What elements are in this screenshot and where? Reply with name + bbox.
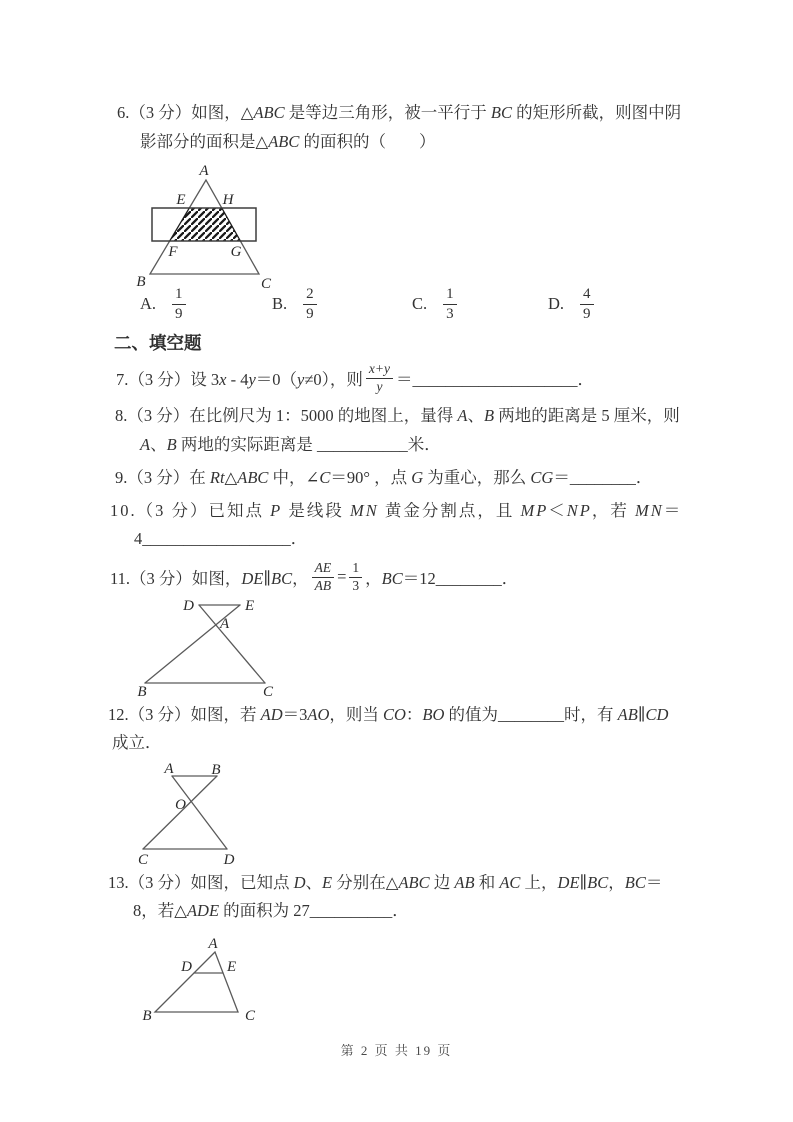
q10-text-line-1: 10.（3 分）已知点 P 是线段 MN 黄金分割点，且 MP＜NP，若 MN＝ [110,501,683,520]
option-d [548,283,597,325]
q11-fraction-one-third: $\frac{1}{3}$ [349,561,362,593]
triangle-abc-outline [155,952,238,1012]
q13-text-line-1: 13.（3 分）如图，已知点 D、E 分别在△ABC 边 AB 和 AC 上，DE∥BC，BC＝ [108,873,663,892]
vertex-label-d: D [223,852,235,868]
figure-q11-bowtie-triangles [135,595,280,705]
vertex-label-d: D [183,598,194,614]
vertex-label-c: C [262,684,274,700]
option-b [272,283,320,325]
vertex-label-a: A [208,938,218,952]
option-c-label: C. [412,294,428,313]
q7-text-pre: 7.（3 分）设 3x - 4y＝0（y≠0），则 [116,370,363,389]
vertex-label-a: A [220,616,230,632]
vertex-label-h: H [222,192,234,208]
vertex-label-b: B [137,684,147,700]
vertex-label-e: E [245,598,255,614]
option-a-label: A. [140,294,157,313]
vertex-label-b: B [136,274,146,290]
point-label-o: O [175,797,186,813]
figure-q12-crossing-lines [138,763,253,878]
q12-text-line-2: 成立． [112,733,162,752]
line-dc [199,605,265,683]
vertex-label-c: C [260,276,272,292]
q11-fraction-ae-ab: $\frac{AE}{AB}$ [312,561,335,593]
page-footer: 第 2 页 共 19 页 [340,1043,453,1058]
vertex-label-c: C [138,852,149,868]
vertex-label-b: B [142,1008,152,1024]
option-c-fraction: $\frac{1}{3}$ [443,286,457,321]
q7-text-post: ＝____________________． [396,370,595,389]
section-header-fill-in-blanks: 二、填空题 [114,333,202,353]
vertex-label-f: F [168,244,178,260]
vertex-label-g: G [230,244,242,260]
q11-equals: = [337,567,347,586]
question-11 [110,553,518,601]
option-a [140,283,189,325]
q13-text-line-2: 8，若△ADE 的面积为 27__________． [133,901,409,920]
option-a-fraction: $\frac{1}{9}$ [172,286,186,321]
option-b-label: B. [272,294,288,313]
vertex-label-b: B [211,763,221,778]
vertex-label-a: A [164,763,174,777]
option-c [412,283,460,325]
vertex-label-a: A [199,163,209,179]
option-b-fraction: $\frac{2}{9}$ [303,286,317,321]
q6-text-line-2: 影部分的面积是△ABC 的面积的（ ） [140,132,436,151]
q7-fraction: $\frac{x+y}{y}$ [366,362,393,394]
option-d-fraction: $\frac{4}{9}$ [580,286,594,321]
vertex-label-c: C [244,1008,256,1024]
q6-text-line-1: 6.（3 分）如图，△ABC 是等边三角形，被一平行于 BC 的矩形所截，则图中阴 [117,103,682,122]
option-d-label: D. [548,294,565,313]
point-label-d: D [181,959,192,975]
q8-text-line-2: A、B 两地的实际距离是 ___________米． [140,435,441,454]
q11-text-post: ，BC＝12________． [365,569,519,588]
figure-q13-triangle-de [140,938,265,1033]
q10-text-line-2: 4__________________． [134,529,308,548]
q12-text-line-1: 12.（3 分）如图，若 AD＝3AO，则当 CO：BO 的值为________时，有 AB∥CD [108,705,669,724]
question-7 [116,352,594,404]
figure-q6-triangle-rectangle [135,162,335,297]
q11-text-pre: 11.（3 分）如图，DE∥BC， [110,569,309,588]
q9-text-line-1: 9.（3 分）在 Rt△ABC 中，∠C＝90° ，点 G 为重心，那么 CG＝________． [115,468,653,487]
point-label-e: E [227,959,237,975]
vertex-label-e: E [176,192,186,208]
shaded-trapezoid-region [170,208,241,241]
q8-text-line-1: 8.（3 分）在比例尺为 1：5000 的地图上，量得 A、B 两地的距离是 5 厘米，则 [115,406,680,425]
